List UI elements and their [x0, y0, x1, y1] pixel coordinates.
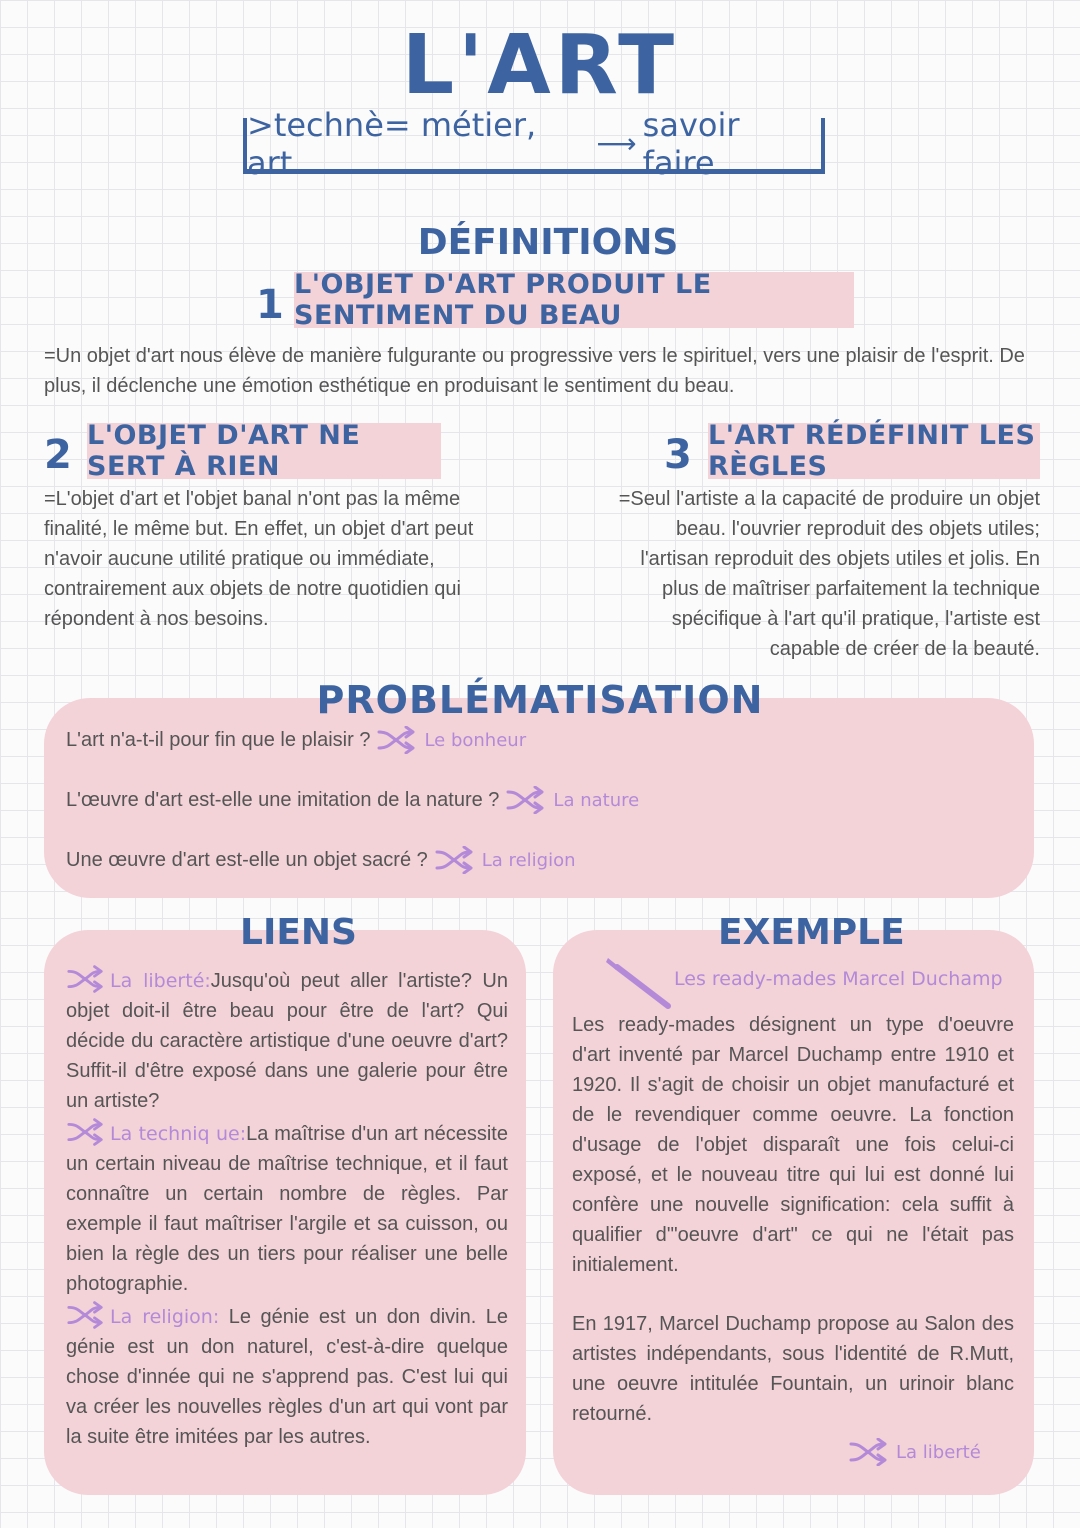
- liens-item: [66, 1118, 508, 1299]
- question-row: [66, 846, 576, 874]
- definition-1-heading: L'OBJET D'ART PRODUIT LE SENTIMENT DU BEAU: [294, 272, 854, 328]
- definitions-title: DÉFINITIONS: [417, 222, 679, 263]
- subtitle-box: [243, 105, 825, 182]
- definition-3-heading: L'ART RÉDÉFINIT LES RÈGLES: [708, 423, 1040, 479]
- question-tag: Le bonheur: [424, 729, 527, 751]
- liens-item: [66, 1301, 508, 1452]
- definition-1-text: =Un objet d'art nous élève de manière fulgurante ou progressive vers le spirituel, vers une plaisir de l'esprit. De plus, il déclenche une émotion esthétique en produisant le sentiment du beau.: [44, 345, 1025, 397]
- paintbrush-icon: [604, 954, 672, 1010]
- definition-3-text: =Seul l'artiste a la capacité de produire un objet beau. l'ouvrier reproduit des objets utiles; l'artisan reproduit des objets utiles et jolis. En plus de maîtriser parfaitement la technique spécifique à l'art qu'il pratique, l'artiste est capable de créer de la beauté.: [618, 488, 1040, 660]
- question-text: Une œuvre d'art est-elle un objet sacré ?: [66, 848, 428, 871]
- liens-title: LIENS: [240, 912, 357, 953]
- exemple-subtitle: Les ready-mades Marcel Duchamp: [674, 968, 1003, 990]
- definition-2-number: 2: [44, 432, 72, 478]
- shuffle-icon: [434, 846, 476, 874]
- exemple-paragraph-2: En 1917, Marcel Duchamp propose au Salon des artistes indépendants, sous l'identité de R.Mutt, une oeuvre intitulée Fountain, un urinoir blanc retourné.: [572, 1313, 1014, 1425]
- liens-item: [66, 965, 508, 1116]
- liens-text: Jusqu'où peut aller l'artiste? Un objet doit-il être beau pour être de l'art? Qui décide du caractère artistique d'une oeuvre d'art? Suffit-il d'être exposé dans une galerie pour être un artiste?: [66, 970, 508, 1112]
- question-text: L'art n'a-t-il pour fin que le plaisir ?: [66, 728, 371, 751]
- exemple-tag: La liberté: [896, 1441, 981, 1463]
- definition-3-number: 3: [664, 432, 692, 478]
- shuffle-icon: [66, 1118, 106, 1146]
- shuffle-icon: [66, 965, 106, 993]
- liens-text: La maîtrise d'un art nécessite un certain niveau de maîtrise technique, et il faut connaître un certain nombre de règles. Par exemple il faut maîtriser l'argile et sa cuisson, ou bien la règle des un tiers pour réaliser une belle photographie.: [66, 1123, 508, 1295]
- arrow-right-icon: ⟶: [596, 127, 637, 160]
- question-row: [66, 786, 639, 814]
- subtitle-right: savoir faire: [642, 105, 740, 182]
- exemple-tag-row: [848, 1438, 981, 1466]
- liens-tag: La techniq ue:: [110, 1123, 247, 1145]
- definition-2-text: =L'objet d'art et l'objet banal n'ont pas la même finalité, le même but. En effet, un objet d'art peut n'avoir aucune utilité pratique ou immédiate, contrairement aux objets de notre quotidien qui répondent à nos besoins.: [44, 488, 474, 630]
- shuffle-icon: [505, 786, 547, 814]
- question-tag: La religion: [481, 849, 576, 871]
- liens-content: [66, 965, 508, 1452]
- question-row: [66, 726, 526, 754]
- problematisation-title: PROBLÉMATISATION: [316, 678, 764, 722]
- liens-tag: La religion:: [110, 1306, 220, 1328]
- shuffle-icon: [66, 1301, 106, 1329]
- subtitle-left: >technè= métier, art: [247, 105, 537, 182]
- liens-tag: La liberté:: [110, 970, 211, 992]
- exemple-title: EXEMPLE: [718, 912, 905, 953]
- question-text: L'œuvre d'art est-elle une imitation de la nature ?: [66, 788, 500, 811]
- question-tag: La nature: [553, 789, 640, 811]
- definition-2-heading: L'OBJET D'ART NE SERT À RIEN: [87, 423, 441, 479]
- liens-text: Le génie est un don divin. Le génie est un don naturel, c'est-à-dire quelque chose d'innée qui ne s'apprend pas. C'est lui qui va créer les nouvelles règles d'un art qui vont par la suite être imitées par les autres.: [66, 1306, 508, 1448]
- exemple-paragraph-1: Les ready-mades désignent un type d'oeuvre d'art inventé par Marcel Duchamp entre 1910 et 1920. Il s'agit de choisir un objet manufacturé et de le revendiquer comme oeuvre. La fonction d'usage de l'objet disparaît une fois celui-ci exposé, et le nouveau titre qui lui est donné lui confère une nouvelle signification: cela suffit à qualifier d'"oeuvre d'art" ce qui ne l'était pas initialement.: [572, 1014, 1014, 1276]
- shuffle-icon: [376, 726, 418, 754]
- page-title: L'ART: [401, 18, 679, 113]
- definition-1-number: 1: [256, 282, 284, 328]
- shuffle-icon: [848, 1438, 890, 1466]
